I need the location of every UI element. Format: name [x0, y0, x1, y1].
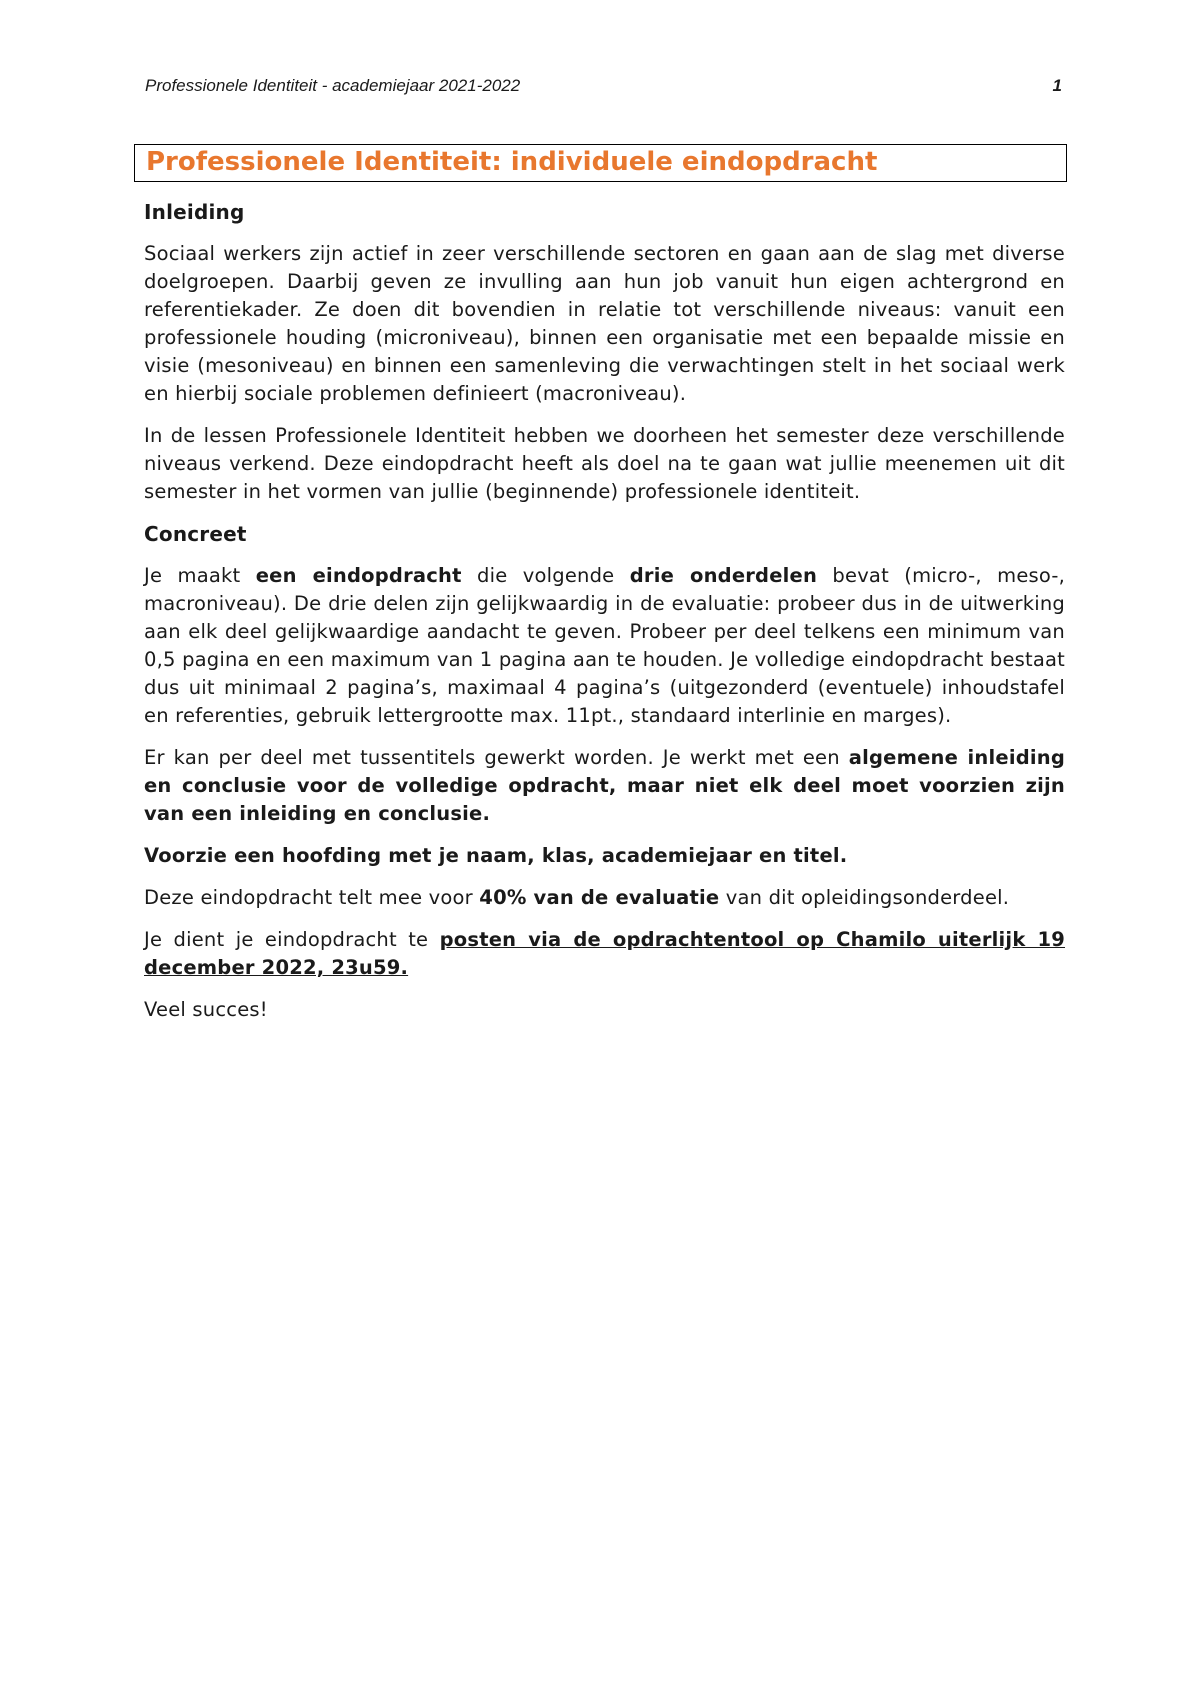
- bold-run: drie onderdelen: [629, 564, 818, 587]
- paragraph-concrete-2: [144, 744, 1065, 828]
- bold-run: een eindopdracht: [255, 564, 462, 587]
- paragraph-concrete-3: Voorzie een hoofding met je naam, klas, academiejaar en titel.: [144, 844, 848, 867]
- title-box: [134, 144, 1067, 182]
- paragraph-concrete-1: [144, 562, 1065, 730]
- bold-run: 40% van de evaluatie: [479, 886, 720, 909]
- paragraph-concrete-5: [144, 926, 1065, 982]
- section-heading-inleiding: Inleiding: [144, 200, 245, 224]
- bold-run: algemene inleiding en conclusie voor de volledige opdracht, maar niet elk deel moet voorzien zijn van een inleiding en conclusie.: [144, 746, 1065, 825]
- document-body: [144, 198, 1065, 1038]
- underlined-deadline: posten via de opdrachtentool op Chamilo uiterlijk 19 december 2022, 23u59.: [144, 928, 1065, 979]
- document-title: Professionele Identiteit: individuele eindopdracht: [146, 147, 878, 177]
- text-run: bevat (micro-, meso-, macroniveau). De drie delen zijn gelijkwaardig in de evaluatie: probeer dus in de uitwerking aan elk deel gelijkwaardige aandacht te geven. Probeer per deel telkens een minimum van 0,5 pagina en een maximum van 1 pagina aan te houden. Je volledige eindopdracht bestaat dus uit minimaal 2 pagina’s, maximaal 4 pagina’s (uitgezonderd (eventuele) inhoudstafel en referenties, gebruik lettergrootte max. 11pt., standaard interlinie en marges).: [144, 564, 1066, 727]
- text-run: Er kan per deel met tussentitels gewerkt worden. Je werkt met een: [144, 746, 849, 769]
- text-run: Deze eindopdracht telt mee voor: [144, 886, 480, 909]
- text-run: Je maakt: [144, 564, 256, 587]
- text-run: van dit opleidingsonderdeel.: [719, 886, 1010, 909]
- running-header: [145, 76, 1067, 96]
- paragraph-intro-2: In de lessen Professionele Identiteit hebben we doorheen het semester deze verschillende niveaus verkend. Deze eindopdracht heeft als doel na te gaan wat jullie meenemen uit dit semester in het vormen van jullie (beginnende) professionele identiteit.: [144, 424, 1065, 503]
- text-run: Je dient je eindopdracht te: [144, 928, 440, 951]
- section-heading-concreet: Concreet: [144, 522, 247, 546]
- paragraph-concrete-4: [144, 884, 1065, 912]
- closing-line: Veel succes!: [144, 998, 268, 1021]
- page-number: 1: [1052, 76, 1062, 95]
- paragraph-intro-1: Sociaal werkers zijn actief in zeer verschillende sectoren en gaan aan de slag met diverse doelgroepen. Daarbij geven ze invulling aan hun job vanuit hun eigen achtergrond en referentiekader. Ze doen dit bovendien in relatie tot verschillende niveaus: vanuit een professionele houding (microniveau), binnen een organisatie met een bepaalde missie en visie (mesoniveau) en binnen een samenleving die verwachtingen stelt in het sociaal werk en hierbij sociale problemen definieert (macroniveau).: [144, 242, 1065, 405]
- running-title: Professionele Identiteit - academiejaar 2021-2022: [145, 76, 521, 95]
- text-run: die volgende: [461, 564, 630, 587]
